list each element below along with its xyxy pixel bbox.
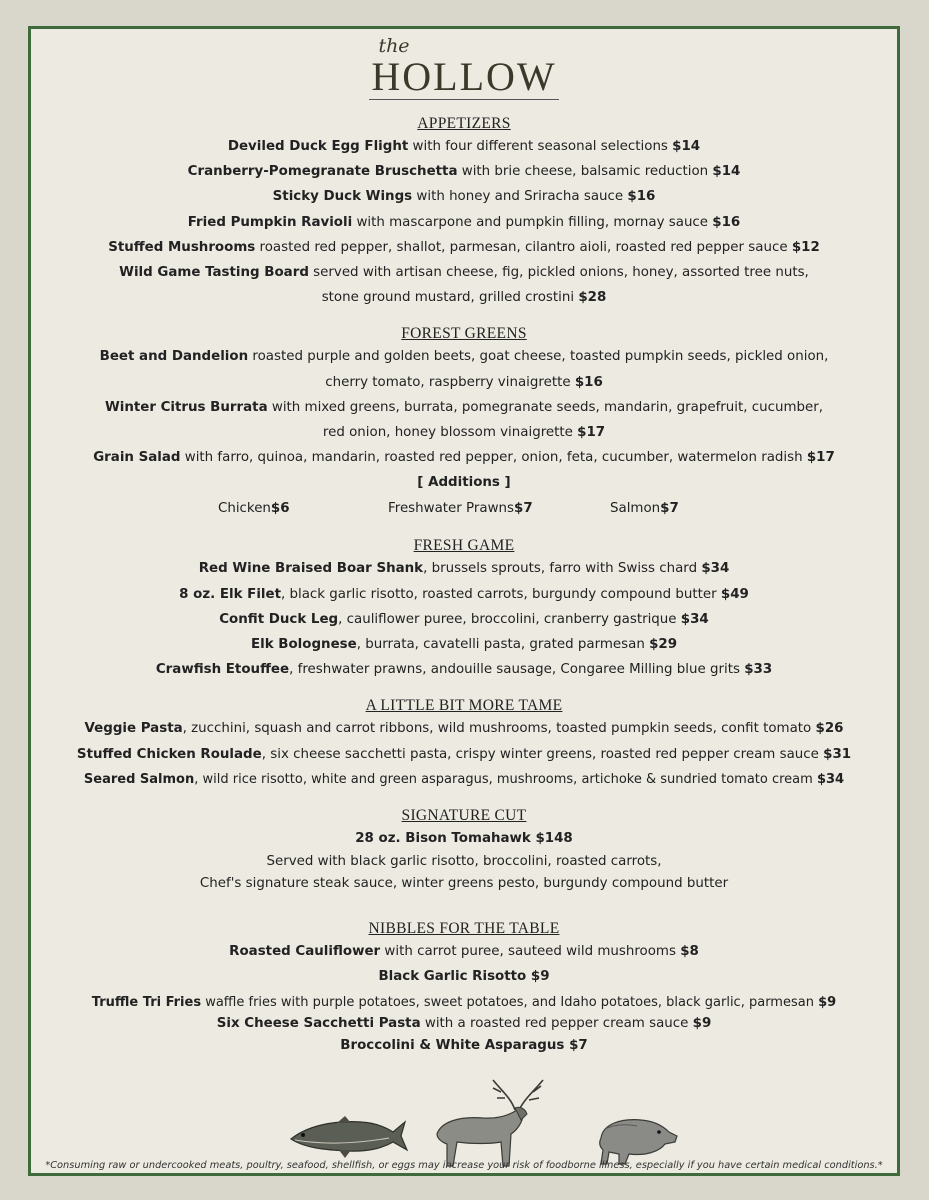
item-desc: stone ground mustard, grilled crostini [321,290,579,306]
item-name: Black Garlic Risotto [378,969,531,985]
section-title-more-tame: A LITTLE BIT MORE TAME [365,697,563,715]
menu-page [28,26,900,1176]
item-price: $31 [823,746,852,762]
item-name: Confit Duck Leg [219,611,339,627]
item-name: Stuffed Mushrooms [108,239,256,255]
item-price: $14 [672,139,701,154]
additions-label: [ Additions ] [417,475,511,491]
menu-item-continued [31,370,897,395]
menu-item-continued [31,420,897,445]
trout-illustration [291,1116,407,1158]
item-desc: , black garlic risotto, roasted carrots, burgundy compound butter [280,586,721,602]
item-price: $8 [680,944,699,960]
menu-body [31,114,897,1058]
item-desc: with mixed greens, burrata, pomegranate seeds, mandarin, grapefruit, cucumber, [267,399,824,415]
menu-item [31,210,897,235]
additions-row [31,496,897,522]
item-desc: served with artisan cheese, fig, pickled onions, honey, assorted tree nuts, [308,265,809,281]
item-name: Seared Salmon [83,771,195,787]
menu-item [31,260,897,285]
menu-item [31,716,897,741]
item-desc: with mascarpone and pumpkin filling, mornay sauce [352,214,713,230]
item-price: $7 [569,1037,588,1053]
section-title-nibbles: NIBBLES FOR THE TABLE [368,920,560,938]
item-desc: with carrot puree, sauteed wild mushrooms [380,944,681,960]
item-name: Wild Game Tasting Board [119,265,309,281]
section-title-forest-greens: FOREST GREENS [401,325,527,343]
menu-item [31,344,897,369]
item-name: Truffle Tri Fries [91,994,202,1010]
item-price: $16 [574,374,603,390]
item-desc: with farro, quinoa, mandarin, roasted red pepper, onion, feta, cucumber, watermelon radish [180,450,807,466]
item-name: Sticky Duck Wings [272,189,413,205]
menu-item [31,235,897,260]
menu-item [31,767,897,792]
item-desc: waffle fries with purple potatoes, sweet potatoes, and Idaho potatoes, black garlic, parmesan [201,994,819,1010]
item-name: Roasted Cauliflower [229,944,381,960]
menu-item [31,445,897,470]
item-name: Broccolini & White Asparagus [340,1037,570,1053]
signature-desc: Served with black garlic risotto, broccolini, roasted carrots, [266,854,662,870]
item-price: $9 [818,994,837,1010]
addition-prawns [388,496,610,522]
menu-item [31,184,897,209]
item-name: Elk Bolognese [250,637,357,653]
addition-price: $6 [270,501,290,517]
menu-item [31,1033,897,1058]
item-name: 8 oz. Elk Filet [179,586,281,602]
addition-price: $7 [514,501,533,517]
item-name: Beet and Dandelion [99,349,249,365]
menu-item [31,990,897,1015]
item-price: $49 [720,586,749,602]
item-desc: with honey and Sriracha sauce [412,189,628,205]
item-price: $29 [649,637,678,653]
item-price: $14 [712,164,741,180]
item-name: Veggie Pasta [84,721,183,737]
menu-item [31,159,897,184]
item-price: $17 [577,425,606,441]
item-name: Deviled Duck Egg Flight [227,139,409,154]
item-desc: with four different seasonal selections [408,139,673,154]
elk-illustration [437,1080,543,1166]
item-desc: red onion, honey blossom vinaigrette [322,425,578,441]
item-name: Stuffed Chicken Roulade [76,746,262,762]
menu-item [31,582,897,607]
item-desc: , six cheese sacchetti pasta, crispy winter greens, roasted red pepper cream sauce [261,746,824,762]
item-price: $26 [815,721,844,737]
section-title-appetizers: APPETIZERS [417,115,511,132]
addition-chicken [158,496,388,522]
item-desc: roasted purple and golden beets, goat cheese, toasted pumpkin seeds, pickled onion, [248,349,829,365]
menu-item [31,1015,897,1033]
menu-item [31,395,897,420]
item-desc: , brussels sprouts, farro with Swiss chard [423,561,702,577]
item-price: $34 [816,771,845,787]
boar-illustration [600,1120,677,1164]
item-price: $9 [692,1015,712,1031]
menu-item [31,134,897,159]
item-price: $16 [712,214,741,230]
addition-price: $7 [660,501,679,517]
item-desc: with a roasted red pepper cream sauce [420,1015,693,1031]
menu-item [31,964,897,989]
item-name: Red Wine Braised Boar Shank [198,561,424,577]
item-price: $33 [744,662,773,678]
item-desc: with brie cheese, balsamic reduction [457,164,713,180]
item-price: $12 [791,239,820,255]
addition-salmon [610,496,770,522]
animal-illustrations [31,1074,897,1174]
signature-desc-continued: Chef's signature steak sauce, winter greens pesto, burgundy compound butter [199,876,729,892]
item-desc: cherry tomato, raspberry vinaigrette [325,374,575,390]
addition-name: Freshwater Prawns [388,501,515,517]
health-disclaimer: *Consuming raw or undercooked meats, poultry, seafood, shellfish, or eggs may increase your risk of foodborne illness, especially if you have certain medical conditions.* [45,1160,883,1171]
section-title-fresh-game: FRESH GAME [413,537,515,555]
menu-item [31,939,897,964]
menu-item [31,632,897,657]
item-price: $34 [701,561,730,577]
item-desc: , burrata, cavatelli pasta, grated parmesan [356,637,650,653]
menu-item [31,657,897,682]
menu-item-continued [31,285,897,310]
item-price: $34 [680,611,709,627]
signature-item [31,826,897,851]
item-name: Fried Pumpkin Ravioli [187,214,353,230]
item-name: Six Cheese Sacchetti Pasta [216,1015,421,1031]
item-desc: , cauliflower puree, broccolini, cranberry gastrique [338,611,681,627]
menu-item [31,742,897,767]
logo [31,35,897,100]
item-desc: roasted red pepper, shallot, parmesan, cilantro aioli, roasted red pepper sauce [255,239,792,255]
item-desc: , zucchini, squash and carrot ribbons, wild mushrooms, toasted pumpkin seeds, confit tomato [182,721,816,737]
addition-name: Chicken [218,501,271,517]
item-desc: , freshwater prawns, andouille sausage, Congaree Milling blue grits [289,662,745,678]
logo-the: the [378,35,410,57]
item-price: $17 [806,450,835,466]
addition-name: Salmon [610,501,661,517]
item-price: $9 [530,969,550,985]
item-desc: , wild rice risotto, white and green asparagus, mushrooms, artichoke & sundried tomato cream [194,771,817,787]
menu-item [31,556,897,581]
item-price: $16 [627,189,656,205]
item-price: $28 [578,290,607,306]
item-name: Grain Salad [93,450,181,466]
item-name: Crawfish Etouffee [155,662,290,678]
logo-name: HOLLOW [371,54,557,99]
item-name: 28 oz. Bison Tomahawk $148 [355,831,573,847]
item-name: Winter Citrus Burrata [104,399,268,415]
item-name: Cranberry-Pomegranate Bruschetta [187,164,458,180]
section-title-signature-cut: SIGNATURE CUT [401,807,527,825]
menu-item [31,607,897,632]
